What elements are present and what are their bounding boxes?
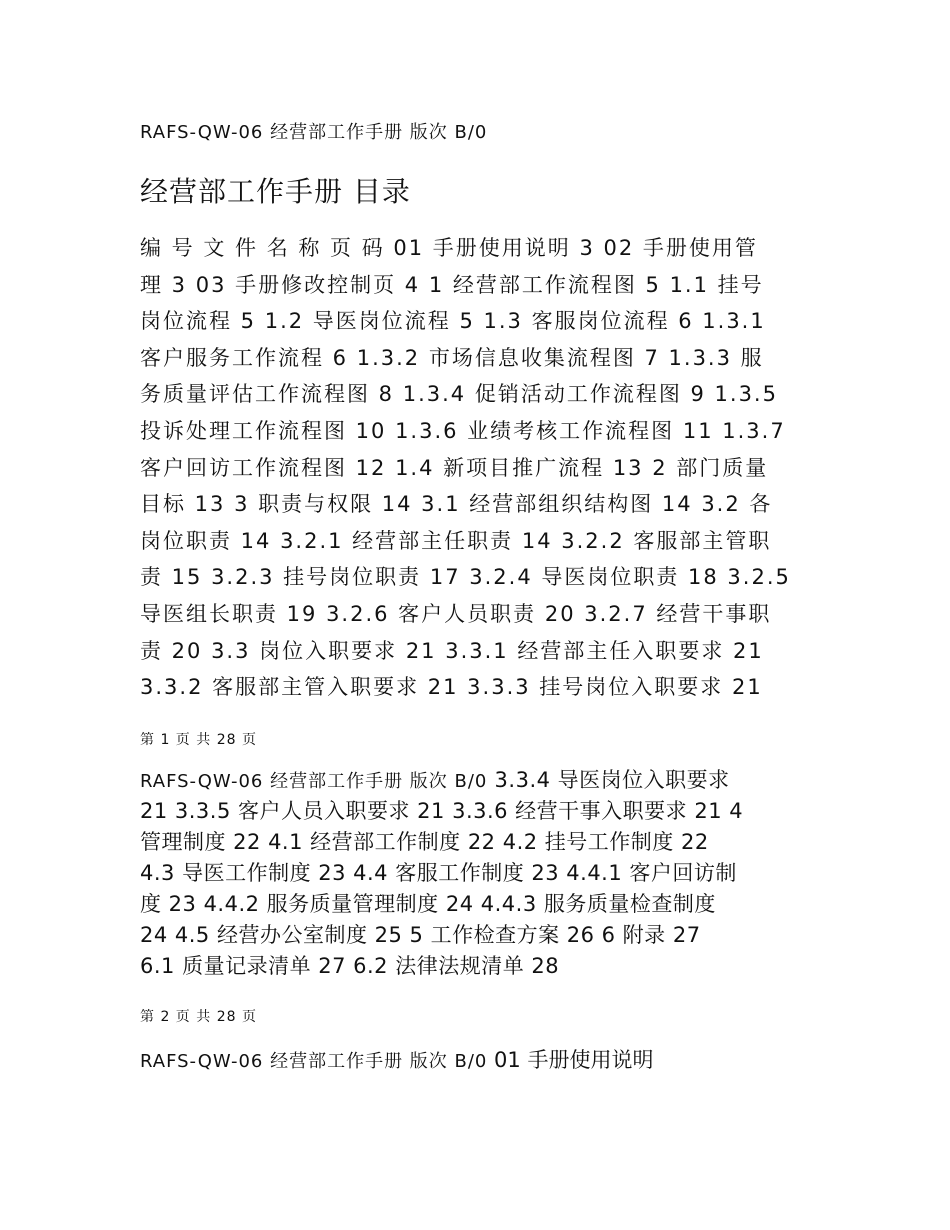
section-heading: 01 手册使用说明	[487, 1048, 654, 1072]
toc-line: 6.1 质量记录清单 27 6.2 法律法规清单 28	[140, 954, 560, 978]
page-footer: 第 2 页 共 28 页	[140, 1009, 257, 1025]
toc-line: 务质量评估工作流程图 8 1.3.4 促销活动工作流程图 9 1.3.5	[140, 382, 778, 407]
toc-line: 投诉处理工作流程图 10 1.3.6 业绩考核工作流程图 11 1.3.7	[140, 418, 786, 443]
toc-line: 4.3 导医工作制度 23 4.4 客服工作制度 23 4.4.1 客户回访制	[140, 861, 737, 885]
toc-line: 目标 13 3 职责与权限 14 3.1 经营部组织结构图 14 3.2 各	[140, 492, 773, 517]
toc-line: 导医组长职责 19 3.2.6 客户人员职责 20 3.2.7 经营干事职	[140, 601, 772, 626]
toc-line: 岗位职责 14 3.2.1 经营部主任职责 14 3.2.2 客服部主管职	[140, 528, 772, 553]
page-header: RAFS-QW-06 经营部工作手册 版次 B/0	[140, 771, 488, 792]
toc-line: 管理制度 22 4.1 经营部工作制度 22 4.2 挂号工作制度 22	[140, 830, 709, 854]
toc-line	[140, 765, 820, 796]
page-header: RAFS-QW-06 经营部工作手册 版次 B/0	[140, 122, 488, 143]
page-header: RAFS-QW-06 经营部工作手册 版次 B/0	[140, 1051, 488, 1072]
section-heading-line	[140, 1044, 653, 1074]
toc-line: 责 20 3.3 岗位入职要求 21 3.3.1 经营部主任入职要求 21	[140, 638, 764, 663]
toc-line: 责 15 3.2.3 挂号岗位职责 17 3.2.4 导医岗位职责 18 3.2.5	[140, 565, 791, 590]
toc-line: 编 号 文 件 名 称 页 码 01 手册使用说明 3 02 手册使用管	[140, 236, 758, 260]
toc-line: 21 3.3.5 客户人员入职要求 21 3.3.6 经营干事入职要求 21 4	[140, 799, 744, 823]
table-of-contents	[140, 230, 815, 706]
page-footer: 第 1 页 共 28 页	[140, 732, 257, 748]
toc-line: 客户服务工作流程 6 1.3.2 市场信息收集流程图 7 1.3.3 服	[140, 345, 764, 370]
toc-line: 24 4.5 经营办公室制度 25 5 工作检查方案 26 6 附录 27	[140, 923, 701, 947]
document-title: 经营部工作手册 目录	[140, 175, 411, 208]
toc-line: 客户回访工作流程图 12 1.4 新项目推广流程 13 2 部门质量	[140, 455, 769, 480]
toc-line: 理 3 03 手册修改控制页 4 1 经营部工作流程图 5 1.1 挂号	[140, 272, 764, 297]
toc-line: 岗位流程 5 1.2 导医岗位流程 5 1.3 客服岗位流程 6 1.3.1	[140, 309, 766, 334]
toc-line: 3.3.2 客服部主管入职要求 21 3.3.3 挂号岗位入职要求 21	[140, 675, 763, 700]
toc-continuation	[140, 765, 820, 982]
toc-text: 3.3.4 导医岗位入职要求	[487, 768, 730, 792]
toc-line: 度 23 4.4.2 服务质量管理制度 24 4.4.3 服务质量检查制度	[140, 892, 716, 916]
